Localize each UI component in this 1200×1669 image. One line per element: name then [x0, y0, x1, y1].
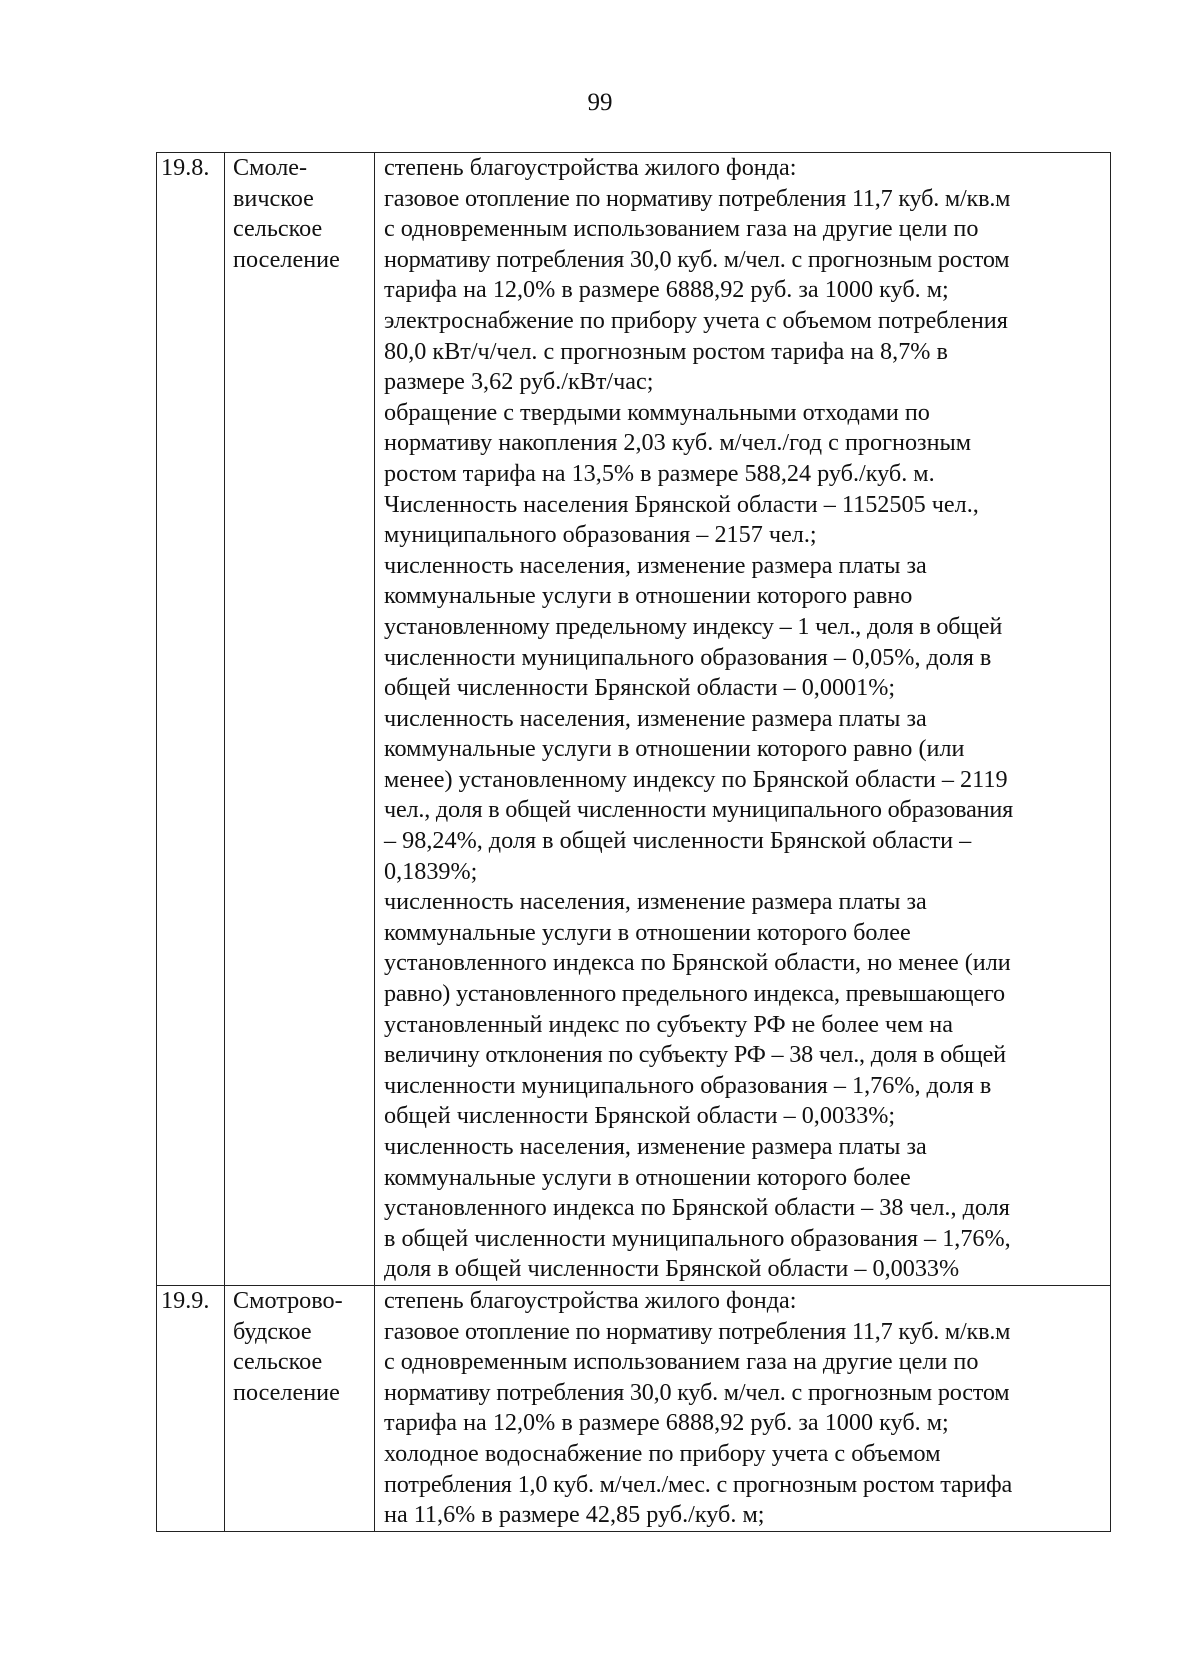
description-line: газовое отопление по нормативу потребления 11,7 куб. м/кв.м	[384, 184, 1011, 212]
description-line: нормативу накопления 2,03 куб. м/чел./год с прогнозным	[384, 429, 972, 457]
description-line: равно) установленного предельного индекса, превышающего	[384, 980, 1005, 1008]
description-line: с одновременным использованием газа на другие цели по	[384, 215, 979, 243]
description-line: обращение с твердыми коммунальными отходами по	[384, 398, 930, 426]
settlement-name-cell	[225, 1285, 375, 1531]
settlement-name-line: вичское	[233, 184, 314, 212]
description-line: электроснабжение по прибору учета с объемом потребления	[384, 306, 1008, 334]
row-number: 19.8.	[161, 154, 210, 181]
description-line: 0,1839%;	[384, 857, 478, 885]
settlement-name-line: сельское	[233, 215, 323, 243]
settlement-name-line: Смотрово-	[233, 1286, 343, 1314]
row-number-cell	[157, 153, 225, 1286]
description-line: потребления 1,0 куб. м/чел./мес. с прогнозным ростом тарифа	[384, 1470, 1013, 1498]
description-line: менее) установленному индексу по Брянской области – 2119	[384, 765, 1008, 793]
description-line: 80,0 кВт/ч/чел. с прогнозным ростом тарифа на 8,7% в	[384, 337, 948, 365]
description-line: величину отклонения по субъекту РФ – 38 чел., доля в общей	[384, 1041, 1006, 1069]
settlement-name-line: поселение	[233, 1378, 340, 1406]
description-line: численность населения, изменение размера платы за	[384, 1133, 927, 1160]
description-line: численности муниципального образования – 0,05%, доля в	[384, 643, 992, 671]
description-line: Численность населения Брянской области – 1152505 чел.,	[384, 490, 979, 518]
settlement-name-line: Смоле-	[233, 154, 308, 181]
description-line: тарифа на 12,0% в размере 6888,92 руб. за 1000 куб. м;	[384, 1409, 949, 1437]
description-line: степень благоустройства жилого фонда:	[384, 1286, 797, 1314]
page-number: 99	[587, 89, 613, 116]
row-number: 19.9.	[161, 1286, 210, 1314]
description-line: установленного индекса по Брянской области, но менее (или	[384, 949, 1011, 977]
description-line: холодное водоснабжение по прибору учета с объемом	[384, 1439, 941, 1467]
table-row	[157, 1285, 1111, 1531]
settlement-name-line: будское	[233, 1317, 312, 1345]
description-line: ростом тарифа на 13,5% в размере 588,24 руб./куб. м.	[384, 459, 935, 487]
description-cell	[375, 1285, 1111, 1531]
description-line: установленному предельному индексу – 1 чел., доля в общей	[384, 612, 1003, 640]
description-line: в общей численности муниципального образования – 1,76%,	[384, 1224, 1011, 1252]
description-line: установленный индекс по субъекту РФ не более чем на	[384, 1010, 953, 1038]
settlement-name-line: сельское	[233, 1348, 323, 1376]
settlement-name-line: поселение	[233, 245, 340, 273]
description-line: численность населения, изменение размера платы за	[384, 704, 927, 732]
description-line: степень благоустройства жилого фонда:	[384, 154, 797, 181]
description-line: общей численности Брянской области – 0,0033%;	[384, 1102, 896, 1130]
table-row	[157, 153, 1111, 1286]
description-line: тарифа на 12,0% в размере 6888,92 руб. за 1000 куб. м;	[384, 276, 949, 304]
description-line: коммунальные услуги в отношении которого более	[384, 918, 911, 946]
description-cell	[375, 153, 1111, 1286]
description-line: коммунальные услуги в отношении которого равно	[384, 582, 913, 610]
settlement-name-cell	[225, 153, 375, 1286]
description-line: нормативу потребления 30,0 куб. м/чел. с прогнозным ростом	[384, 1378, 1010, 1406]
row-number-cell	[157, 1285, 225, 1531]
description-line: чел., доля в общей численности муниципального образования	[384, 796, 1014, 824]
description-line: численность населения, изменение размера платы за	[384, 551, 927, 579]
description-line: газовое отопление по нормативу потребления 11,7 куб. м/кв.м	[384, 1317, 1011, 1345]
description-line: установленного индекса по Брянской области – 38 чел., доля	[384, 1194, 1010, 1222]
description-line: доля в общей численности Брянской области – 0,0033%	[384, 1255, 960, 1283]
description-line: с одновременным использованием газа на другие цели по	[384, 1348, 979, 1376]
description-line: нормативу потребления 30,0 куб. м/чел. с прогнозным ростом	[384, 245, 1010, 273]
description-line: численность населения, изменение размера платы за	[384, 888, 927, 916]
table-body	[157, 153, 1111, 1532]
description-line: общей численности Брянской области – 0,0001%;	[384, 674, 896, 702]
description-line: коммунальные услуги в отношении которого более	[384, 1163, 911, 1191]
description-line: коммунальные услуги в отношении которого равно (или	[384, 735, 965, 763]
description-line: на 11,6% в размере 42,85 руб./куб. м;	[384, 1501, 765, 1529]
description-line: численности муниципального образования – 1,76%, доля в	[384, 1071, 992, 1099]
settlement-tariff-table	[156, 152, 1111, 1532]
description-line: размере 3,62 руб./кВт/час;	[384, 368, 654, 396]
description-line: – 98,24%, доля в общей численности Брянской области –	[384, 827, 972, 855]
description-line: муниципального образования – 2157 чел.;	[384, 521, 817, 549]
